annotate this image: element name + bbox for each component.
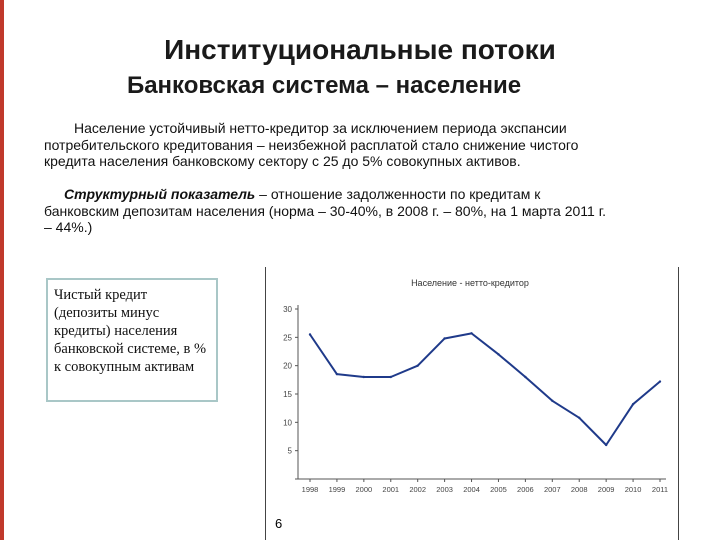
y-tick-label: 30 — [283, 305, 292, 314]
line-chart — [266, 267, 680, 540]
data-point — [336, 373, 338, 375]
x-tick-label: 2003 — [436, 485, 453, 494]
chart-title: Население - нетто-кредитор — [411, 278, 529, 288]
x-tick-label: 1998 — [301, 485, 319, 494]
paragraph-1: Население устойчивый нетто-кредитор за исключением периода экспансии потребительского кредитования – неизбежной расплатой стало снижение чистого кредита населения банковскому сектору с 25 до 5% совокупных активов. — [44, 120, 579, 170]
y-tick-label: 15 — [283, 390, 292, 399]
x-tick-label: 2007 — [543, 485, 561, 494]
paragraph-2 — [44, 186, 614, 236]
y-tick-label: 25 — [283, 333, 292, 343]
data-point — [390, 376, 392, 378]
x-tick-label: 2004 — [463, 485, 480, 494]
chart-container — [265, 267, 679, 540]
x-tick-label: 2008 — [570, 485, 588, 494]
data-point — [309, 333, 311, 335]
data-point — [416, 364, 418, 366]
slide-subtitle: Банковская система – население — [126, 72, 522, 99]
data-point — [363, 376, 365, 378]
x-tick-label: 2006 — [517, 485, 534, 494]
x-tick-label: 2005 — [490, 485, 507, 494]
x-tick-label: 1999 — [328, 485, 346, 494]
y-tick-label: 20 — [283, 361, 292, 371]
page-number: 6 — [275, 516, 283, 531]
x-tick-label: 2009 — [597, 485, 615, 494]
data-point — [470, 332, 472, 334]
data-point — [578, 417, 580, 419]
data-point — [632, 403, 634, 405]
y-tick-label: 5 — [287, 446, 292, 456]
data-point — [524, 376, 526, 378]
data-point — [659, 380, 661, 382]
paragraph-2-term: Структурный показатель — [64, 186, 256, 202]
series-line — [310, 333, 660, 445]
x-tick-label: 2002 — [409, 485, 427, 494]
callout-box: Чистый кредит (депозиты минус кредиты) населения банковской системе, в % к совокупным активам — [46, 278, 218, 402]
paragraph-2-text: – отношение задолженности по кредитам к банковским депозитам населения (норма – 30-40%, в 2008 г. – 80%, на 1 марта 2011 г. – 44%.) — [44, 186, 606, 236]
x-tick-label: 2011 — [651, 485, 669, 494]
x-tick-label: 2000 — [355, 485, 373, 494]
y-tick-label: 10 — [283, 418, 292, 428]
data-point — [605, 444, 607, 446]
data-point — [497, 353, 499, 355]
data-point — [443, 337, 445, 339]
data-point — [551, 400, 553, 402]
x-tick-label: 2010 — [624, 485, 642, 494]
slide-title: Институциональные потоки — [164, 34, 556, 65]
x-tick-label: 2001 — [382, 485, 400, 494]
